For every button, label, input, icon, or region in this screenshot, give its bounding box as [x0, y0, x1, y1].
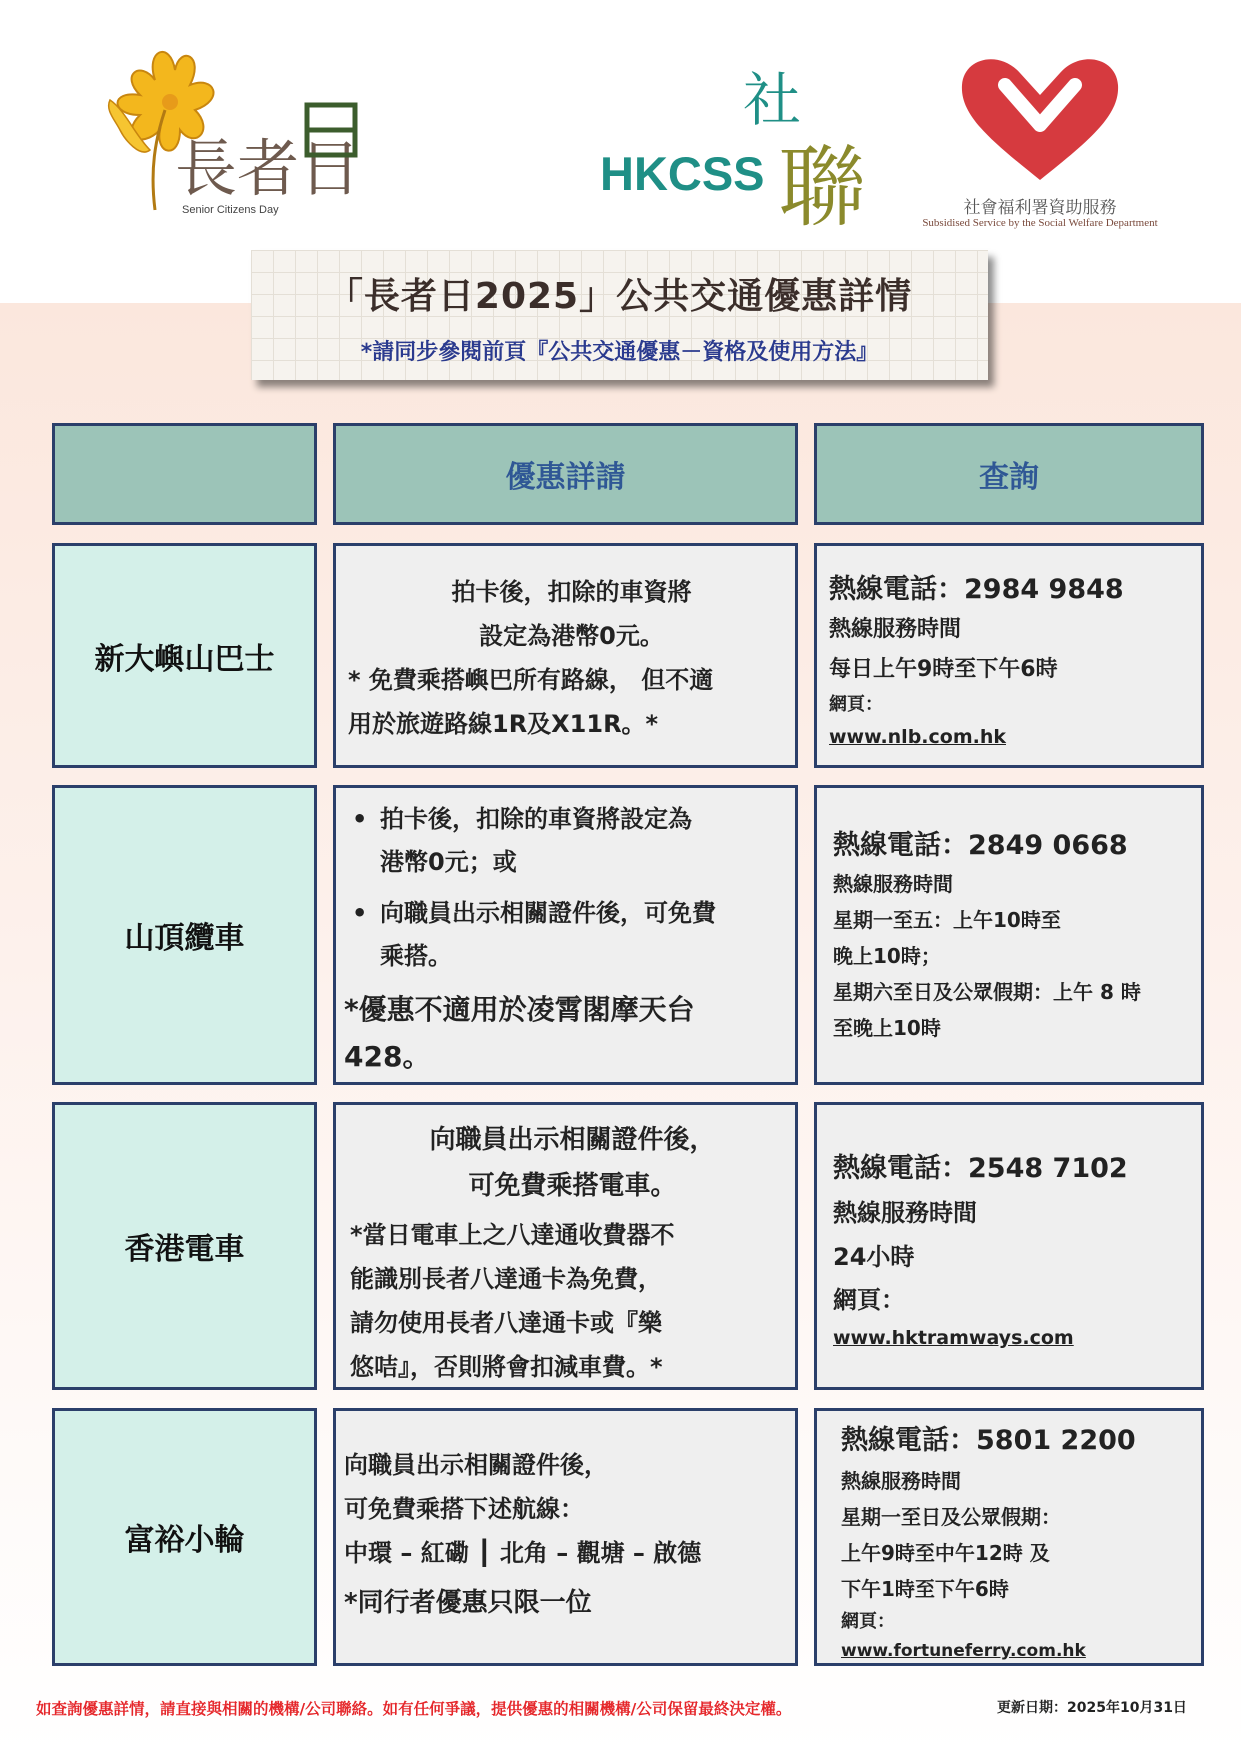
detail-line: 用於旅遊路線1R及X11R。*: [348, 710, 659, 738]
operator-name: 山頂纜車: [124, 921, 245, 956]
website-link[interactable]: www.hktramways.com: [833, 1327, 1074, 1349]
hotline-hours: 24小時: [833, 1243, 915, 1271]
hotline-hours: 至晚上10時: [833, 1016, 941, 1040]
hotline-phone: 熱線電話：5801 2200: [841, 1425, 1136, 1456]
row-enquiry-hk-tramways: [814, 1102, 1204, 1390]
detail-line: • 向職員出示相關證件後，可免費: [380, 899, 716, 927]
hkcss-logo: [600, 50, 870, 240]
detail-line: 乘搭。: [380, 942, 452, 970]
website-label: 網頁：: [833, 1286, 905, 1314]
route-line: 中環 – 紅磡 ┃ 北角 – 觀塘 – 啟德: [344, 1539, 702, 1567]
header-blank-cell: [52, 423, 317, 525]
detail-line: * 免費乘搭嶼巴所有路線， 但不適: [348, 666, 714, 694]
operator-name: 富裕小輪: [124, 1523, 245, 1558]
senior-day-logo-english: Senior Citizens Day: [182, 204, 279, 216]
detail-line: 能識別長者八達通卡為免費，: [350, 1265, 662, 1293]
hotline-hours-label: 熱線服務時間: [833, 872, 953, 896]
detail-line: • 拍卡後，扣除的車資將設定為: [380, 805, 692, 833]
hotline-hours-label: 熱線服務時間: [841, 1469, 961, 1493]
detail-line: 可免費乘搭下述航線：: [344, 1495, 584, 1523]
detail-line: 428。: [344, 1040, 431, 1073]
hotline-hours: 每日上午9時至下午6時: [829, 657, 1058, 682]
row-enquiry-peak-tram: [814, 785, 1204, 1085]
detail-line: 向職員出示相關證件後，: [344, 1451, 608, 1479]
header-details: [333, 423, 798, 525]
detail-line: 可免費乘搭電車。: [468, 1171, 677, 1201]
hotline-hours-label: 熱線服務時間: [829, 617, 962, 642]
page-subtitle: *請同步參閱前頁『公共交通優惠－資格及使用方法』: [360, 340, 879, 365]
detail-line: 港幣0元；或: [380, 848, 517, 876]
row-details-peak-tram: [333, 785, 798, 1085]
operator-name: 香港電車: [124, 1232, 245, 1267]
detail-line: 設定為港幣0元。: [479, 622, 664, 650]
hkcss-logo-chinese-side: 聯: [778, 136, 867, 239]
website-label: 網頁：: [841, 1611, 895, 1632]
heart-icon: [962, 59, 1118, 180]
detail-bullet: [344, 892, 795, 978]
row-details-hk-tramways: [333, 1102, 798, 1390]
hkcss-logo-text: HKCSS: [600, 147, 765, 200]
header-enquiry-label: 查詢: [979, 460, 1039, 495]
detail-line: 請勿使用長者八達通卡或『樂: [350, 1309, 662, 1337]
page-title: 「長者日2025」公共交通優惠詳情: [326, 276, 913, 317]
detail-line: 拍卡後，扣除的車資將: [451, 578, 692, 606]
detail-line: 悠咭』，否則將會扣減車費。*: [350, 1353, 663, 1381]
row-details-fortune-ferry: [333, 1408, 798, 1666]
hotline-phone: 熱線電話：2984 9848: [829, 574, 1124, 605]
row-name-nlb: [52, 543, 317, 768]
detail-note: [344, 986, 795, 1080]
detail-line: *優惠不適用於凌霄閣摩天台: [344, 993, 695, 1026]
hotline-hours: 星期一至五：上午10時至: [833, 908, 1061, 932]
hotline-hours: 星期六至日及公眾假期：上午 8 時: [833, 980, 1141, 1004]
footer-disclaimer: 如查詢優惠詳情，請直接與相關的機構/公司聯絡。如有任何爭議，提供優惠的相關機構/公司保留最終決定權。: [36, 1700, 792, 1718]
title-box: [251, 250, 988, 380]
hotline-hours: 下午1時至下午6時: [841, 1577, 1009, 1601]
swd-logo-chinese: 社會福利署資助服務: [963, 198, 1117, 218]
footer-updated-date: 更新日期：2025年10月31日: [997, 1700, 1187, 1716]
hotline-hours: 上午9時至中午12時 及: [841, 1541, 1050, 1565]
swd-logo-english: Subsidised Service by the Social Welfare Department: [922, 217, 1158, 229]
website-label: 網頁：: [829, 694, 883, 715]
website-link[interactable]: www.nlb.com.hk: [829, 726, 1007, 748]
detail-line: 向職員出示相關證件後，: [429, 1125, 716, 1155]
detail-bullet: [344, 798, 795, 884]
row-name-peak-tram: [52, 785, 317, 1085]
hotline-phone: 熱線電話：2548 7102: [833, 1153, 1128, 1184]
row-details-nlb: [333, 543, 798, 768]
hotline-hours: 星期一至日及公眾假期：: [841, 1505, 1061, 1529]
hkcss-logo-chinese-top: 社: [743, 66, 802, 134]
senior-citizens-day-logo: [95, 40, 395, 240]
detail-line: *同行者優惠只限一位: [344, 1588, 592, 1618]
row-name-fortune-ferry: [52, 1408, 317, 1666]
hotline-hours: 晚上10時；: [833, 944, 941, 968]
row-enquiry-nlb: [814, 543, 1204, 768]
hotline-phone: 熱線電話：2849 0668: [833, 830, 1128, 861]
website-link[interactable]: www.fortuneferry.com.hk: [841, 1641, 1086, 1661]
operator-name: 新大嶼山巴士: [94, 641, 275, 677]
header-enquiry: [814, 423, 1204, 525]
header-details-label: 優惠詳請: [505, 460, 626, 495]
senior-day-logo-chinese: 長者日: [175, 132, 362, 205]
swd-logo: [900, 45, 1180, 235]
detail-line: *當日電車上之八達通收費器不: [350, 1221, 675, 1249]
row-enquiry-fortune-ferry: [814, 1408, 1204, 1666]
hotline-hours-label: 熱線服務時間: [833, 1199, 977, 1227]
row-name-hk-tramways: [52, 1102, 317, 1390]
